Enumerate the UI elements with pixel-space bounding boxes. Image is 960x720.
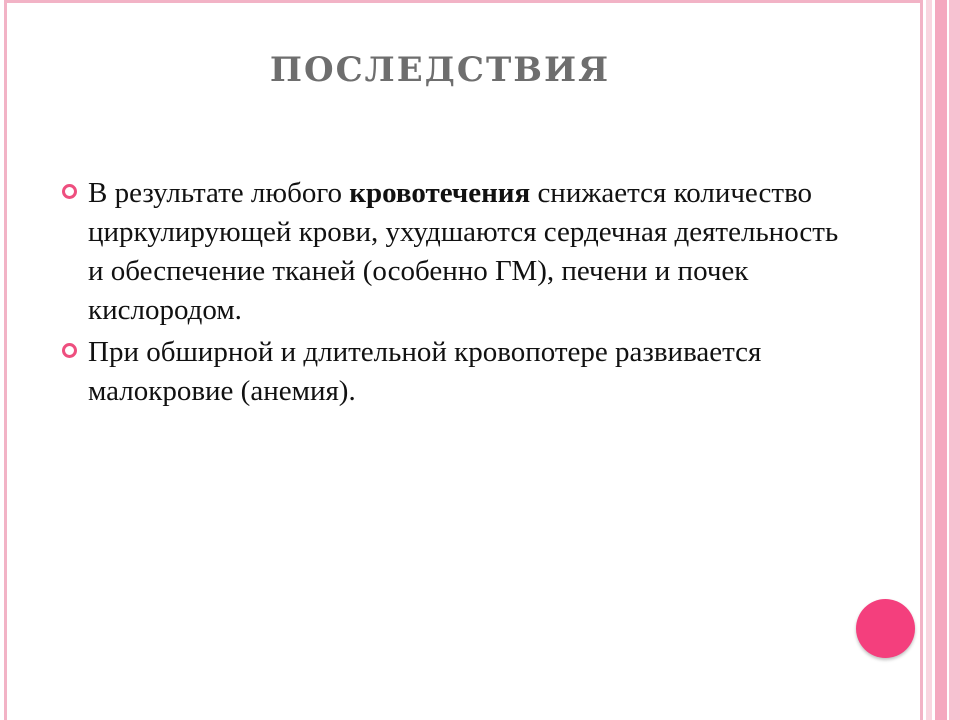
decorative-stripes — [926, 0, 960, 720]
bullet-list — [60, 174, 850, 414]
ring-bullet-icon — [62, 184, 77, 199]
stripe — [949, 0, 960, 720]
bullet-text-bold: кровотечения — [349, 177, 531, 209]
bullet-text-start: В результате любого — [88, 177, 350, 209]
bullet-text-end: снижается количество циркулирующей крови, ухудшаются сердечная деятельность и обеспечение тканей (особенно ГМ), печени и почек кислородом. — [88, 177, 839, 326]
stripe — [935, 0, 947, 720]
slide-title: ПОСЛЕДСТВИЯ — [269, 50, 611, 90]
ring-bullet-icon — [62, 343, 77, 358]
decorative-circle — [856, 599, 915, 658]
bullet-text: При обширной и длительной кровопотере развивается малокровие (анемия). — [88, 336, 762, 407]
bullet-item — [60, 174, 850, 330]
bullet-item — [60, 333, 850, 411]
